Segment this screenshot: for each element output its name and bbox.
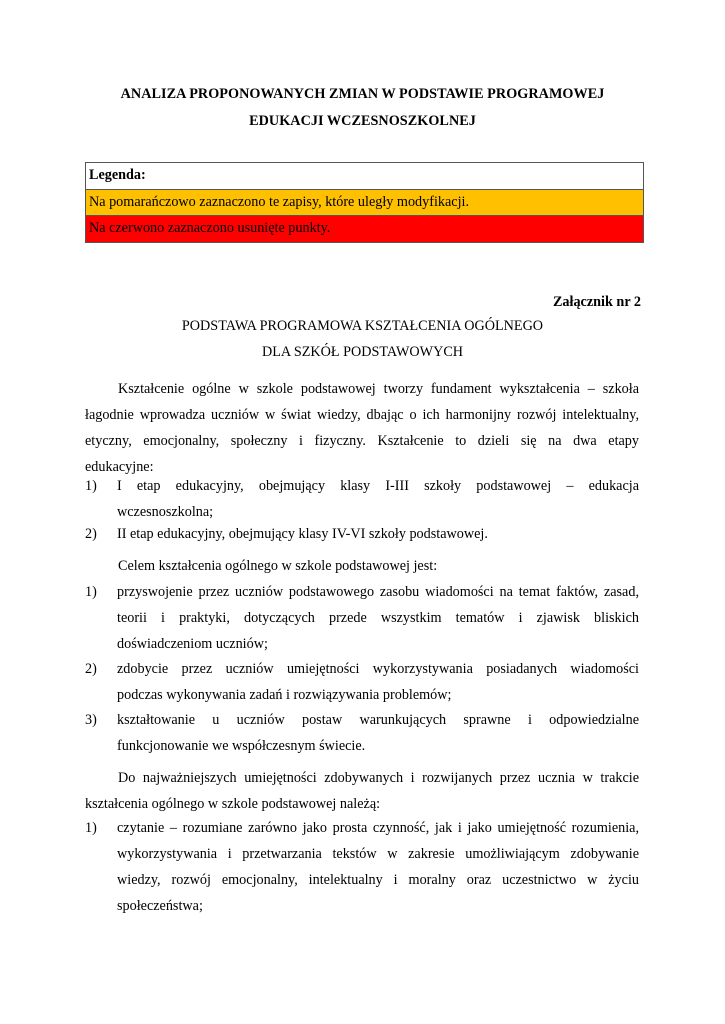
legend-box [85,162,644,243]
list-number: 1) [85,820,97,836]
list-item-line: wiedzy, rozwój emocjonalny, intelektualny i moralny oraz uczestnictwo w życiu [117,872,639,888]
list-number: 2) [85,661,97,677]
list-number: 1) [85,584,97,600]
list-number: 1) [85,478,97,494]
intro-line: etyczny, emocjonalny, społeczny i fizyczny. Kształcenie to dzieli się na dwa etapy [85,433,639,449]
list-number: 2) [85,526,97,542]
list-item-line: funkcjonowanie we współczesnym świecie. [117,738,366,754]
list-item-line: I etap edukacyjny, obejmujący klasy I-III szkoły podstawowej – edukacja [117,478,639,494]
list-number: 3) [85,712,97,728]
legend-orange-row: Na pomarańczowo zaznaczono te zapisy, które uległy modyfikacji. [86,189,643,215]
list-item-line: podczas wykonywania zadań i rozwiązywania problemów; [117,687,452,703]
list-item-line: zdobycie przez uczniów umiejętności wykorzystywania posiadanych wiadomości [117,661,639,677]
subtitle-line-1: PODSTAWA PROGRAMOWA KSZTAŁCENIA OGÓLNEGO [181,318,544,334]
legend-red-row: Na czerwono zaznaczono usunięte punkty. [86,215,643,242]
goals-intro-line: Celem kształcenia ogólnego w szkole podstawowej jest: [118,558,438,574]
subtitle-line-2: DLA SZKÓŁ PODSTAWOWYCH [261,344,464,360]
list-item-line: kształtowanie u uczniów postaw warunkujących sprawne i odpowiedzialne [117,712,639,728]
document-title-line-2: EDUKACJI WCZESNOSZKOLNEJ [249,113,476,129]
skills-intro-line: kształcenia ogólnego w szkole podstawowej należą: [85,796,381,812]
skills-intro-line: Do najważniejszych umiejętności zdobywanych i rozwijanych przez ucznia w trakcie [118,770,639,786]
list-item-line: doświadczeniom uczniów; [117,636,268,652]
list-item-line: II etap edukacyjny, obejmujący klasy IV-VI szkoły podstawowej. [117,526,488,542]
skills-intro [85,765,639,817]
list-item-line: społeczeństwa; [117,898,203,914]
intro-paragraph [85,376,639,480]
intro-line: łagodnie wprowadza uczniów w świat wiedzy, dbając o ich harmonijny rozwój intelektualny, [85,407,639,423]
intro-line: edukacyjne: [85,459,154,475]
goals-intro [85,553,639,579]
legend-heading: Legenda: [86,163,643,189]
list-item-line: czytanie – rozumiane zarówno jako prosta czynność, jak i jako umiejętność rozumienia, [117,820,639,836]
list-item-line: teorii i praktyki, dotyczących przede wszystkim tematów i zjawisk bliskich [117,610,639,626]
intro-line: Kształcenie ogólne w szkole podstawowej tworzy fundament wykształcenia – szkoła [118,381,639,397]
list-item-line: wykorzystywania i przetwarzania tekstów w zakresie umożliwiającym zdobywanie [117,846,639,862]
list-item-line: wczesnoszkolna; [117,504,214,520]
annex-label: Załącznik nr 2 [552,294,641,310]
list-item-line: przyswojenie przez uczniów podstawowego zasobu wiadomości na temat faktów, zasad, [117,584,639,600]
document-title-line-1: ANALIZA PROPONOWANYCH ZMIAN W PODSTAWIE PROGRAMOWEJ [120,86,605,102]
